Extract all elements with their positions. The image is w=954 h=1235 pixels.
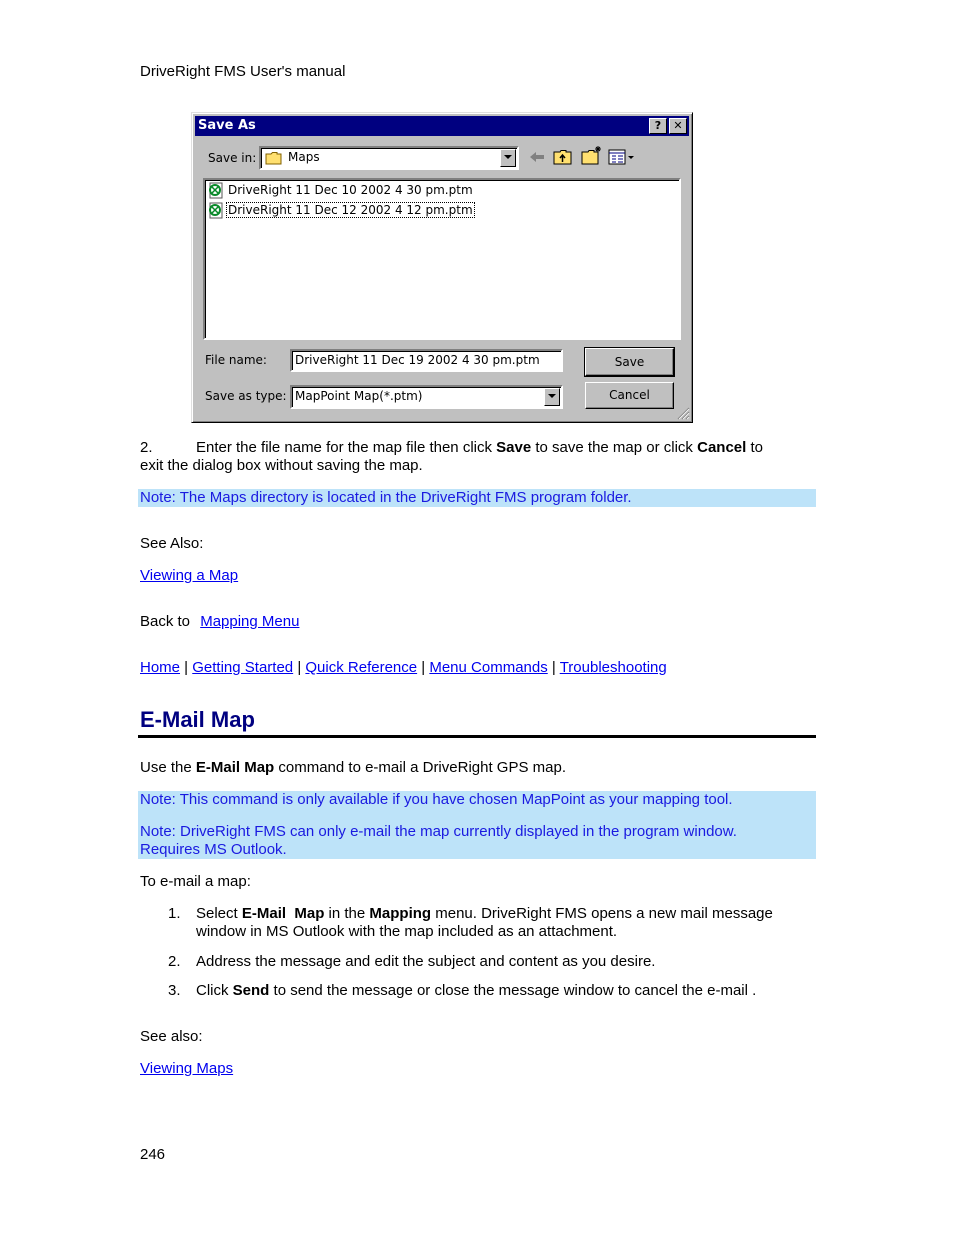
step-text-part: Click: [196, 982, 233, 999]
note-text: Requires MS Outlook.: [140, 841, 287, 858]
save-in-dropdown[interactable]: [259, 146, 519, 170]
nav-getting-started-link[interactable]: Getting Started: [192, 659, 294, 676]
file-name: DriveRight 11 Dec 10 2002 4 30 pm.ptm: [228, 183, 473, 197]
intro-text: [140, 759, 566, 777]
chevron-down-icon[interactable]: [500, 149, 516, 167]
dialog-title: Save As: [198, 118, 256, 133]
folder-icon: [265, 151, 283, 165]
intro-part: command to e-mail a DriveRight GPS map.: [274, 759, 566, 776]
step-text-part: Select: [196, 905, 242, 922]
note-text: Note: This command is only available if you have chosen MapPoint as your mapping tool.: [140, 791, 733, 808]
procedure-intro: To e-mail a map:: [140, 873, 251, 890]
step-number: 3.: [168, 982, 181, 999]
file-name-input[interactable]: [290, 349, 563, 372]
see-also-link-line: [140, 1060, 233, 1078]
nav-menu-commands-link[interactable]: Menu Commands: [429, 659, 548, 676]
save-button[interactable]: Save: [585, 348, 674, 376]
mappoint-file-icon: [207, 202, 225, 219]
viewing-a-map-link[interactable]: Viewing a Map: [140, 567, 239, 584]
save-as-type-dropdown[interactable]: [290, 385, 563, 409]
page-number: 246: [140, 1146, 166, 1163]
bold-term: Save: [496, 439, 532, 456]
file-name: DriveRight 11 Dec 12 2002 4 12 pm.ptm: [228, 203, 473, 217]
step-text-part: menu. DriveRight FMS opens a new mail message: [431, 905, 773, 922]
bold-term: Mapping: [369, 905, 432, 922]
step-text-part: window in MS Outlook with the map included as an attachment.: [196, 923, 618, 940]
running-header: DriveRight FMS User's manual: [140, 63, 346, 80]
save-in-value: Maps: [288, 150, 320, 164]
bold-term: E-Mail Map: [195, 759, 275, 776]
step-number: 1.: [168, 905, 181, 922]
step-1-text: [196, 905, 773, 941]
file-list[interactable]: [203, 178, 681, 340]
nav-separator: |: [180, 659, 193, 676]
dialog-titlebar[interactable]: [195, 116, 689, 136]
view-menu-icon[interactable]: [608, 149, 636, 165]
new-folder-icon[interactable]: [581, 145, 603, 165]
bold-term: E-Mail Map: [241, 905, 325, 922]
back-to-label: Back to: [140, 613, 195, 630]
nav-troubleshooting-link[interactable]: Troubleshooting: [559, 659, 667, 676]
heading-rule: [138, 735, 816, 738]
step-number: 2.: [168, 953, 181, 970]
nav-home-link[interactable]: Home: [140, 659, 181, 676]
step-3-text: [196, 982, 756, 1000]
see-also-label: See also:: [140, 1028, 203, 1045]
save-as-dialog: [191, 112, 693, 423]
step-text-part: Enter the file name for the map file then click: [196, 439, 497, 456]
up-folder-icon[interactable]: [553, 149, 573, 165]
step-number: 2.: [140, 439, 153, 456]
step-text-part: to: [746, 439, 763, 456]
file-name-value: DriveRight 11 Dec 19 2002 4 30 pm.ptm: [295, 353, 540, 367]
resize-grip-icon[interactable]: [676, 406, 690, 420]
section-heading: E-Mail Map: [140, 707, 255, 732]
see-also-link-line: [140, 567, 238, 585]
note-box: [138, 791, 816, 859]
note-text: Note: DriveRight FMS can only e-mail the map currently displayed in the program window.: [140, 823, 737, 840]
viewing-maps-link[interactable]: Viewing Maps: [140, 1060, 234, 1077]
step-2-text: Address the message and edit the subject and content as you desire.: [196, 953, 656, 970]
note-box: [138, 489, 816, 507]
step-2-line-2: exit the dialog box without saving the map.: [140, 457, 423, 474]
bold-term: Cancel: [697, 439, 747, 456]
step-text-part: in the: [324, 905, 370, 922]
nav-quick-reference-link[interactable]: Quick Reference: [305, 659, 418, 676]
cancel-button[interactable]: Cancel: [585, 382, 674, 409]
save-in-label: Save in:: [208, 151, 257, 165]
nav-links: [140, 659, 667, 677]
help-button[interactable]: ?: [649, 118, 667, 134]
back-arrow-icon[interactable]: [528, 149, 546, 165]
nav-separator: |: [547, 659, 560, 676]
back-to-line: [140, 613, 299, 631]
step-2-line-1: [140, 439, 763, 457]
close-button[interactable]: ✕: [669, 118, 687, 134]
intro-part: Use the: [140, 759, 196, 776]
mappoint-file-icon: [207, 182, 225, 199]
see-also-label: See Also:: [140, 535, 204, 552]
save-as-type-value: MapPoint Map(*.ptm): [295, 389, 423, 403]
save-as-type-label: Save as type:: [205, 389, 287, 403]
bold-term: Send: [232, 982, 270, 999]
nav-separator: |: [417, 659, 430, 676]
chevron-down-icon[interactable]: [544, 388, 560, 406]
mapping-menu-link[interactable]: Mapping Menu: [200, 613, 300, 630]
note-text: Note: The Maps directory is located in the DriveRight FMS program folder.: [140, 489, 632, 506]
step-text-part: to send the message or close the message window to cancel the e-mail .: [269, 982, 757, 999]
nav-separator: |: [293, 659, 306, 676]
step-text: [196, 439, 763, 457]
file-name-label: File name:: [205, 353, 267, 367]
step-text-part: to save the map or click: [531, 439, 698, 456]
